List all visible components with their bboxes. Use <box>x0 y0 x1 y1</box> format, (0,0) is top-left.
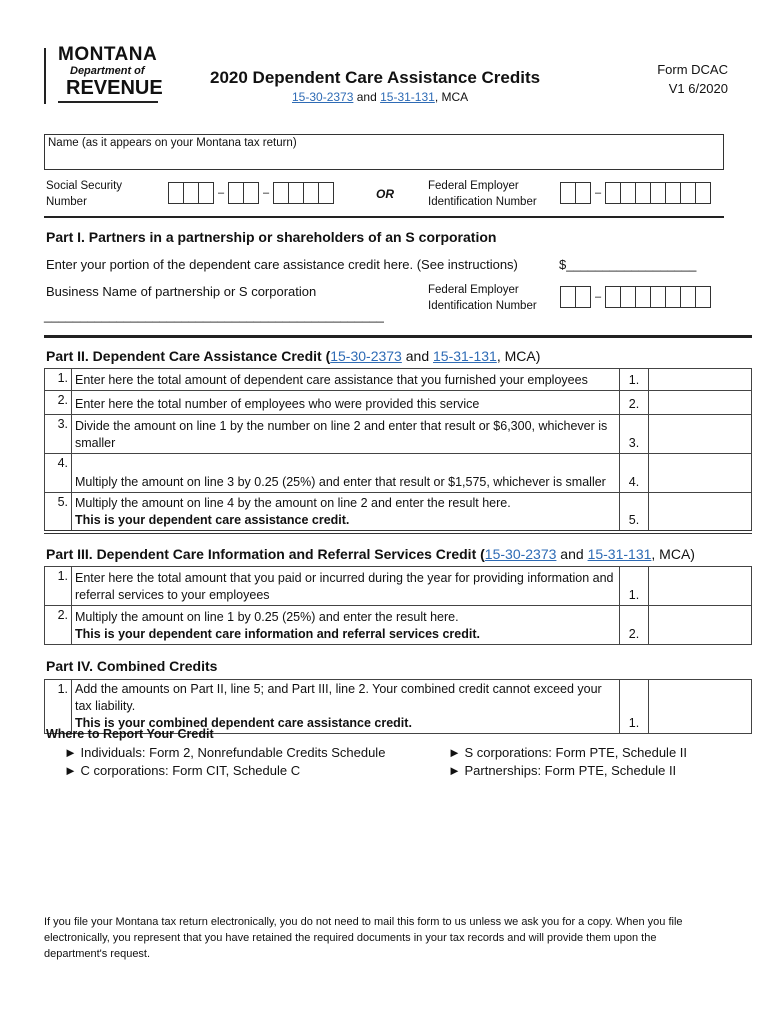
or-label: OR <box>376 187 394 201</box>
line-text: Multiply the amount on line 1 by 0.25 (25%) and enter the result here. This is your dependent care information and referral services credit. <box>72 606 620 645</box>
line-amount-field[interactable] <box>649 369 752 391</box>
part3-table <box>44 566 752 645</box>
line-number: 1. <box>45 567 72 606</box>
part1-fein-label: Federal Employer Identification Number <box>428 284 537 312</box>
part3-link-1[interactable]: 15-30-2373 <box>484 546 557 562</box>
ssn-field[interactable]: – – <box>168 182 334 204</box>
line-row <box>45 454 752 493</box>
part1-credit-label: Enter your portion of the dependent care assistance credit here. (See instructions) <box>46 257 518 272</box>
line-number: 5. <box>45 493 72 532</box>
line-amount-field[interactable] <box>649 454 752 493</box>
part2-link-2[interactable]: 15-31-131 <box>433 348 497 364</box>
line-label: 5. <box>620 493 649 532</box>
line-row <box>45 606 752 645</box>
line-text: Add the amounts on Part II, line 5; and Part III, line 2. Your combined credit cannot exceed your tax liability. This is your combined dependent care assistance credit. <box>72 680 620 734</box>
line-number: 1. <box>45 680 72 734</box>
report-item: ► S corporations: Form PTE, Schedule II <box>448 745 688 760</box>
statute-link-1[interactable]: 15-30-2373 <box>292 90 354 104</box>
line-number: 4. <box>45 454 72 493</box>
line-number: 3. <box>45 415 72 454</box>
business-name-label: Business Name of partnership or S corporation <box>46 284 317 299</box>
line-text: Divide the amount on line 1 by the number on line 2 and enter that result or $6,300, whichever is smaller <box>72 415 620 454</box>
line-text: Enter here the total number of employees who were provided this service <box>72 391 620 415</box>
line-row <box>45 493 752 532</box>
line-row <box>45 680 752 734</box>
line-label: 1. <box>620 567 649 606</box>
line-text: Enter here the total amount of dependent care assistance that you furnished your employees <box>72 369 620 391</box>
footer-note: If you file your Montana tax return electronically, you do not need to mail this form to us unless we ask you for a copy. When you file electronically, you represent that you have retained the required documents in your tax records and will provide them upon the department's request. <box>44 916 683 960</box>
line-amount-field[interactable] <box>649 680 752 734</box>
line-label: 2. <box>620 391 649 415</box>
line-amount-field[interactable] <box>649 606 752 645</box>
form-id: Form DCAC V1 6/2020 <box>657 62 728 96</box>
line-amount-field[interactable] <box>649 391 752 415</box>
form-title: 2020 Dependent Care Assistance Credits <box>210 68 541 87</box>
part1-fein-field[interactable]: – <box>560 286 711 308</box>
business-name-field[interactable]: _______________________________________________ <box>44 308 384 323</box>
line-row <box>45 391 752 415</box>
report-item: ► Individuals: Form 2, Nonrefundable Credits Schedule <box>64 745 386 760</box>
line-text: Multiply the amount on line 4 by the amount on line 2 and enter the result here. This is your dependent care assistance credit. <box>72 493 620 532</box>
part3-link-2[interactable]: 15-31-131 <box>587 546 652 562</box>
montana-dor-logo: MONTANA Department of REVENUE <box>40 44 160 106</box>
statute-refs: 15-30-2373 and 15-31-131, MCA <box>292 90 469 104</box>
line-label: 4. <box>620 454 649 493</box>
report-item: ► Partnerships: Form PTE, Schedule II <box>448 763 677 778</box>
line-text: Multiply the amount on line 3 by 0.25 (25%) and enter that result or $1,575, whichever is smaller <box>72 454 620 493</box>
report-item: ► C corporations: Form CIT, Schedule C <box>64 763 301 778</box>
fein-label: Federal Employer Identification Number <box>428 180 537 208</box>
line-label: 1. <box>620 680 649 734</box>
part4-table <box>44 679 752 734</box>
part2-heading: Part II. Dependent Care Assistance Credit (15-30-2373 and 15-31-131, MCA) <box>46 348 541 364</box>
line-number: 1. <box>45 369 72 391</box>
line-amount-field[interactable] <box>649 493 752 532</box>
line-row <box>45 369 752 391</box>
line-number: 2. <box>45 391 72 415</box>
line-label: 3. <box>620 415 649 454</box>
line-row <box>45 567 752 606</box>
line-label: 2. <box>620 606 649 645</box>
report-heading: Where to Report Your Credit <box>46 727 214 741</box>
name-field[interactable]: Name (as it appears on your Montana tax return) <box>44 134 724 170</box>
part2-link-1[interactable]: 15-30-2373 <box>330 348 402 364</box>
ssn-label: Social Security Number <box>46 180 123 208</box>
report-list-right <box>448 744 687 780</box>
part3-heading: Part III. Dependent Care Information and Referral Services Credit (15-30-2373 and 15-31-131, MCA) <box>46 546 695 562</box>
part2-table <box>44 368 752 534</box>
line-text: Enter here the total amount that you paid or incurred during the year for providing information and referral services to your employees <box>72 567 620 606</box>
part1-credit-field[interactable]: $__________________ <box>559 257 697 272</box>
line-row <box>45 415 752 454</box>
line-label: 1. <box>620 369 649 391</box>
part4-heading: Part IV. Combined Credits <box>46 658 218 674</box>
report-list-left <box>64 744 385 780</box>
part1-heading: Part I. Partners in a partnership or shareholders of an S corporation <box>46 229 497 245</box>
statute-link-2[interactable]: 15-31-131 <box>380 90 435 104</box>
fein-field[interactable]: – <box>560 182 711 204</box>
line-amount-field[interactable] <box>649 567 752 606</box>
line-amount-field[interactable] <box>649 415 752 454</box>
line-number: 2. <box>45 606 72 645</box>
